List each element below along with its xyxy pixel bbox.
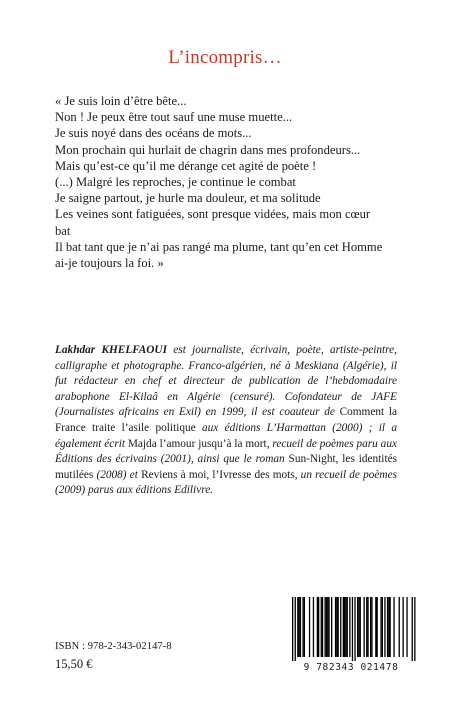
page-title: L’incompris… [168, 47, 282, 68]
barcode-bar [313, 597, 314, 657]
barcode-bar [295, 597, 296, 661]
bio-text: , recueil de poèmes paru aux Éditions des écrivains (2001), ainsi que le roman [55, 437, 397, 466]
barcode-bar [302, 597, 303, 657]
barcode-bar [370, 597, 371, 657]
poem-line: « Je suis loin d’être bête... [55, 94, 187, 108]
price: 15,50 € [55, 657, 93, 671]
barcode-bar [352, 597, 353, 661]
barcode-bar [297, 597, 298, 657]
barcode-bar [414, 597, 415, 661]
barcode-bar [292, 597, 293, 661]
bio-text: est journaliste, écrivain, poète, artiste-peintre, calligraphe et photographe. Franco-algérien, né à Meskiana (Algérie), il fut rédacteur en chef et directeur de publication de l’hebdomadaire arabophone El-Kilaâ en Algérie (censuré). Cofondateur de JAFE (Journalistes africains en Exil) en 1999, il est coauteur de [55, 344, 397, 419]
barcode-bar [335, 597, 336, 657]
barcode-bar [317, 597, 318, 657]
barcode-bar [371, 597, 372, 657]
book-title: Majda l’amour jusqu’à la mort [127, 437, 267, 450]
barcode-bar [347, 597, 348, 657]
barcode-bar [366, 597, 367, 657]
barcode-bar [403, 597, 404, 657]
poem-line: bat [55, 223, 71, 238]
barcode-bar [345, 597, 346, 657]
poem-line: Non ! Je peux être tout sauf une muse muette... [55, 110, 293, 125]
barcode-bar [388, 597, 389, 657]
barcode-bar [357, 597, 358, 657]
barcode-bar [358, 597, 359, 657]
barcode-bar [406, 597, 407, 657]
barcode-bar [300, 597, 301, 657]
bio-text: (2008) et [93, 468, 142, 481]
barcode-bar [375, 597, 376, 657]
barcode-bar [360, 597, 361, 657]
barcode-bar [327, 597, 328, 657]
barcode-bar [326, 597, 327, 657]
book-title: Sun-Night, les identités mutilées [55, 453, 397, 481]
barcode-bar [382, 597, 383, 657]
bio-text: , un recueil de poèmes (2009) parus aux éditions Edilivre. [55, 468, 397, 497]
barcode-bar [387, 597, 388, 657]
poem-line: Mon prochain qui hurlait de chagrin dans mes profondeurs... [55, 142, 361, 157]
poem-line: Je saigne partout, je hurle ma douleur, et ma solitude [55, 191, 321, 206]
book-title: Reviens à moi, l’Ivresse des mots [141, 468, 295, 481]
barcode-bar [367, 597, 368, 657]
book-title: Comment la France traite l’asile politique [55, 406, 397, 434]
barcode-bar [380, 597, 381, 657]
barcode-bar [412, 597, 413, 661]
barcode-bar [304, 597, 305, 657]
poem-line: Je suis noyé dans des océans de mots... [55, 126, 252, 141]
barcode-bar [299, 597, 300, 657]
poem-line: (...) Malgré les reproches, je continue le combat [55, 175, 296, 190]
poem-excerpt [55, 93, 405, 271]
poem-line: Les veines sont fatiguées, sont presque vidées, mais mon cœur [55, 207, 371, 222]
barcode-bar [390, 597, 391, 657]
barcode-bar [399, 597, 400, 657]
barcode-bar [321, 597, 322, 657]
barcode-bar [340, 597, 341, 657]
barcode-bar [343, 597, 344, 657]
barcode-bar [384, 597, 385, 657]
poem-line: Mais qu’est-ce qu’il me dérange cet agité de poète ! [55, 158, 317, 173]
isbn: ISBN : 978-2-343-02147-8 [55, 641, 172, 652]
poem-line: Il bat tant que je n’ai pas rangé ma plume, tant qu’en cet Homme [55, 239, 383, 254]
barcode-bar [325, 597, 326, 657]
barcode-bar [393, 597, 394, 657]
barcode-bar [336, 597, 337, 657]
barcode-bar [309, 597, 310, 657]
barcode-bar [322, 597, 323, 657]
barcode-bar [349, 597, 350, 657]
barcode-number: 9 782343 021478 [303, 662, 399, 673]
poem-line: ai-je toujours la foi. » [55, 256, 164, 271]
barcode-bar [364, 597, 365, 657]
barcode-bar [331, 597, 332, 657]
barcode-bar [354, 597, 355, 661]
barcode-bar [338, 597, 339, 657]
barcode-bar [328, 597, 329, 657]
barcode-bar [318, 597, 319, 657]
barcode-bar [377, 597, 378, 657]
bio-text: aux éditions L’Harmattan (2000) ; il a également écrit [55, 421, 397, 450]
author-name: Lakhdar KHELFAOUI [55, 344, 167, 356]
author-biography [55, 343, 397, 499]
barcode-bar [344, 597, 345, 657]
